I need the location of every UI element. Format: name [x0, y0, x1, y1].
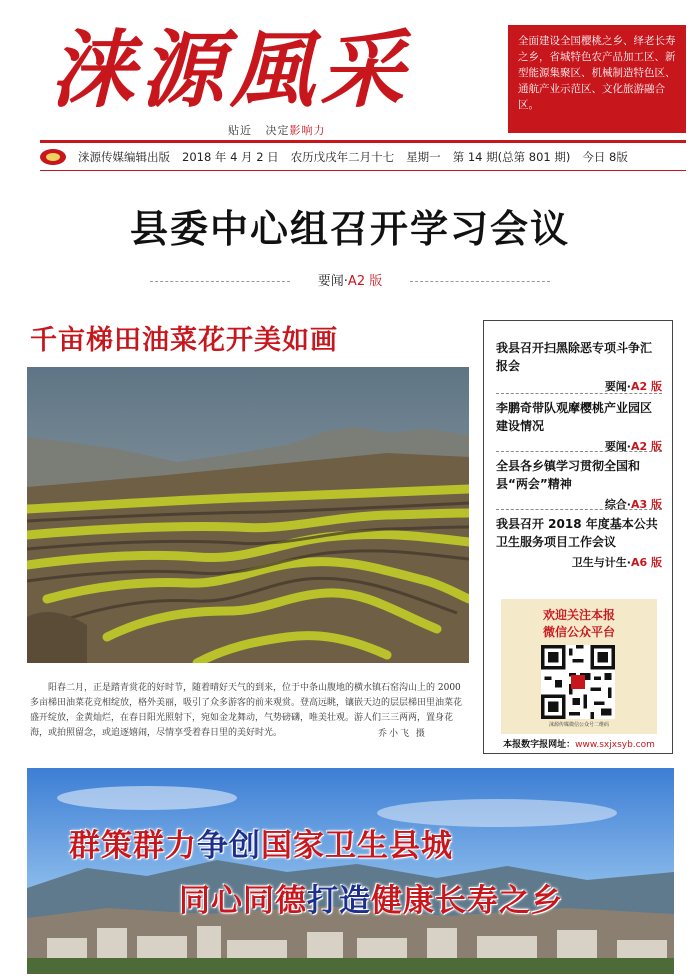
- index-item-title: 李鹏奇带队观摩樱桃产业园区建设情况: [496, 401, 653, 433]
- issue-number: 第 14 期(总第 801 期): [452, 150, 571, 164]
- qr-heading-line2: 微信公众平台: [542, 625, 615, 639]
- photo-credit: 乔小飞 摄: [378, 729, 427, 739]
- index-divider: [496, 451, 662, 452]
- top-divider: [40, 140, 686, 143]
- index-item-page-number: A6 版: [631, 556, 662, 569]
- kicker-page: A2 版: [347, 274, 383, 289]
- weekday: 星期一: [406, 150, 441, 164]
- photo-caption: 阳春二月，正是踏青赏花的好时节，随着晴好天气的到来，位于中条山腹地的横水镇石窑沟山上的 2000 多亩梯田油菜花竞相绽放，格外美丽，吸引了众多游客的前来观赏。登高远眺，镶嵌天边的层层梯田里油菜花盛开绽放，金黄灿烂，在春日阳光照射下，宛如金龙舞动，气势磅礴，唯美壮观。游人们三三两两，置身花海，或拍照留念，或追逐嬉闹，尽情享受着春日里的美好时光。: [30, 683, 463, 738]
- index-item-page: [496, 554, 662, 570]
- index-divider: [496, 509, 662, 510]
- slogan-part-1: 贴近: [228, 124, 252, 137]
- index-item[interactable]: [496, 399, 662, 454]
- public-health-banner: [27, 768, 674, 974]
- banner-l1-b: 争创: [197, 828, 261, 864]
- banner-l2-b: 打造: [307, 883, 371, 919]
- digital-edition-url[interactable]: [484, 737, 674, 750]
- kicker-page-ref[interactable]: [290, 270, 410, 289]
- url-value: www.sxjxsyb.com: [575, 740, 655, 750]
- url-label: 本报数字报网址：: [503, 740, 576, 750]
- banner-l1-a: 群策群力: [69, 828, 197, 864]
- kicker-divider-left: [150, 281, 290, 282]
- masthead-title: 涞源風采: [50, 20, 411, 119]
- qr-code-icon[interactable]: [541, 645, 615, 719]
- info-divider: [40, 170, 686, 171]
- index-item[interactable]: [496, 457, 662, 512]
- slogan-part-2: 决定: [265, 124, 290, 137]
- index-item-title: 我县召开 2018 年度基本公共卫生服务项目工作会议: [496, 517, 658, 549]
- issue-date: 2018 年 4 月 2 日: [182, 150, 279, 164]
- masthead-slogan: [228, 122, 326, 138]
- lunar-date: 农历戊戌年二月十七: [290, 150, 395, 164]
- index-item-page-number: A2 版: [631, 440, 662, 453]
- index-item[interactable]: [496, 339, 662, 394]
- index-item-section: 卫生与计生·: [571, 556, 631, 569]
- qr-subtitle: 涞源传媒微信公众号二维码: [548, 722, 609, 728]
- wechat-qr-panel: [501, 599, 657, 734]
- index-item-section: 综合·: [604, 498, 631, 511]
- banner-l1-c: 国家卫生县城: [261, 828, 453, 864]
- index-item-title: 我县召开扫黑除恶专项斗争汇报会: [496, 341, 653, 373]
- banner-l2-c: 健康长寿之乡: [371, 883, 563, 919]
- index-item-page-number: A3 版: [631, 498, 662, 511]
- index-item-title: 全县各乡镇学习贯彻全国和县“两会”精神: [496, 459, 641, 491]
- qr-heading: [501, 607, 657, 641]
- index-sidebar: [483, 320, 673, 754]
- publisher-name: 涞源传媒编辑出版: [78, 150, 170, 164]
- index-item[interactable]: [496, 515, 662, 570]
- rapeseed-terrace-photo: [27, 367, 469, 663]
- index-item-section: 要闻·: [604, 380, 631, 393]
- index-item-section: 要闻·: [604, 440, 631, 453]
- index-item-page: [496, 378, 662, 394]
- slogan-part-3: 影响力: [289, 124, 326, 137]
- feature-title[interactable]: 千亩梯田油菜花开美如画: [30, 325, 338, 356]
- index-item-page-number: A2 版: [631, 380, 662, 393]
- publisher-logo-icon: [40, 149, 66, 165]
- index-divider: [496, 393, 662, 394]
- kicker-divider-right: [410, 281, 550, 282]
- promo-box: 全面建设全国樱桃之乡、绎老长寿之乡，省城特色农产品加工区、新型能源集聚区、机械制造特色区、通航产业示范区、文化旅游融合区。: [508, 25, 686, 133]
- banner-l2-a: 同心同德: [179, 883, 307, 919]
- banner-slogan-line2: [179, 875, 563, 920]
- banner-slogan-line1: [69, 820, 453, 865]
- page-count: 今日 8版: [582, 150, 628, 164]
- qr-heading-line1: 欢迎关注本报: [542, 608, 615, 622]
- issue-info-bar: [40, 146, 686, 168]
- lead-headline[interactable]: 县委中心组召开学习会议: [129, 207, 570, 251]
- kicker-section: 要闻·: [317, 274, 348, 289]
- headline-kicker: [150, 270, 550, 290]
